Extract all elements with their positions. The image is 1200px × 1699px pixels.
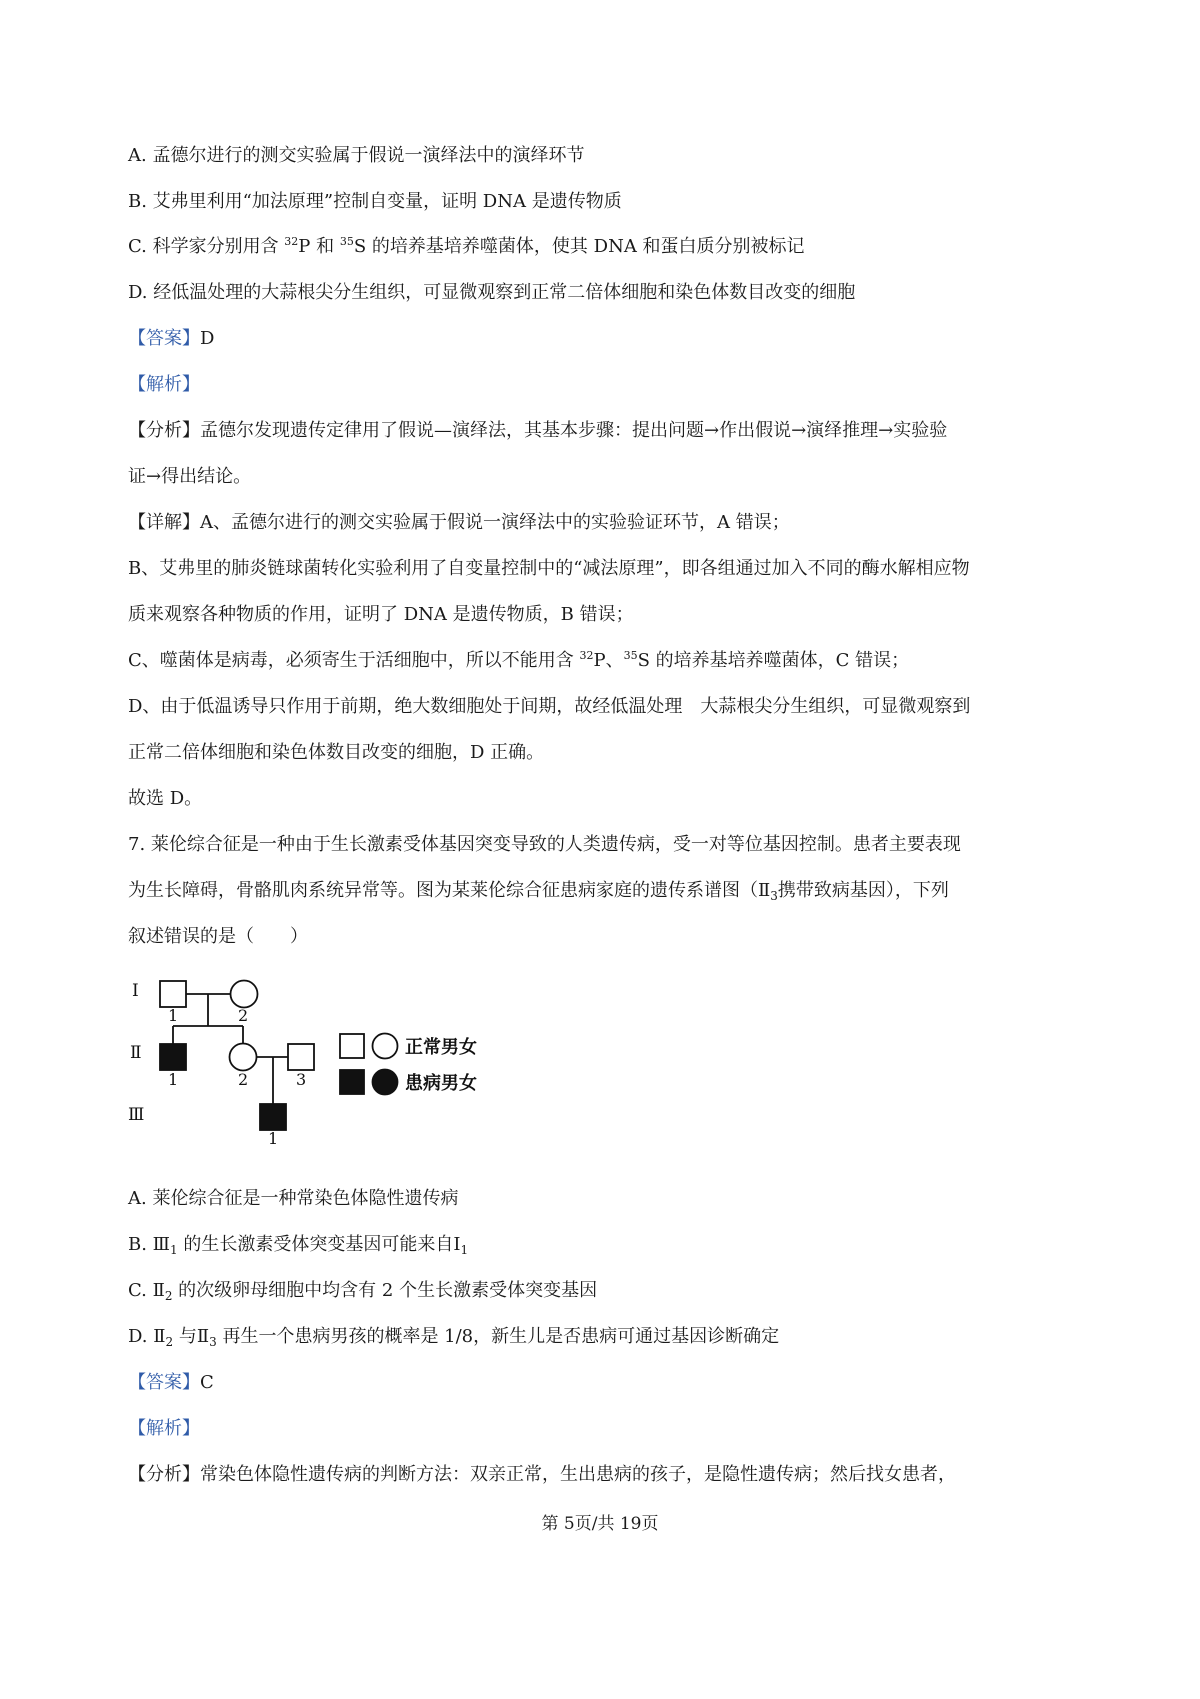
label-iii1: 1 [268, 1129, 279, 1146]
q7-stem-line2: 为生长障碍，骨骼肌肉系统异常等。图为某莱伦综合征患病家庭的遗传系谱图（$Ⅱ_3$携带致病基因），下列 [128, 880, 949, 903]
pedigree-diagram [118, 966, 548, 1146]
q6-analysis-tag: 【解析】 [128, 374, 200, 395]
q7-analysis-tag: 【解析】 [128, 1418, 200, 1439]
male-affected-iii1 [260, 1104, 286, 1130]
generation-label-2: Ⅱ [130, 1043, 142, 1063]
q6-detail-b1: B、艾弗里的肺炎链球菌转化实验利用了自变量控制中的“减法原理”，即各组通过加入不同的酶水解相应物 [128, 558, 970, 579]
male-normal-ii3 [288, 1044, 314, 1070]
female-normal-i2 [231, 981, 258, 1008]
page-footer: 第 5页/共 19页 [541, 1514, 659, 1534]
label-ii2: 2 [238, 1070, 249, 1089]
q7-option-c: C. $Ⅱ_2$ 的次级卵母细胞中均含有 2 个生长激素受体突变基因 [128, 1280, 598, 1303]
legend-normal-label: 正常男女 [405, 1037, 477, 1058]
q6-option-c: C. 科学家分别用含 $^{32}$P 和 $^{35}$S 的培养基培养噬菌体，使其 DNA 和蛋白质分别被标记 [128, 235, 805, 257]
label-i2: 2 [238, 1006, 249, 1025]
q6-detail-d1: D、由于低温诱导只作用于前期，绝大数细胞处于间期，故经低温处理 大蒜根尖分生组织，可显微观察到 [128, 696, 971, 717]
q6-answer: 【答案】D [128, 328, 215, 349]
q6-conclusion: 故选 D。 [128, 788, 203, 809]
legend-affected-male [340, 1070, 364, 1094]
label-ii3: 3 [296, 1070, 307, 1089]
q7-answer: 【答案】C [128, 1372, 214, 1393]
q7-option-a: A. 莱伦综合征是一种常染色体隐性遗传病 [128, 1188, 459, 1209]
q6-detail-b2: 质来观察各种物质的作用，证明了 DNA 是遗传物质，B 错误； [128, 604, 634, 625]
legend-affected-label: 患病男女 [405, 1073, 477, 1094]
label-i1: 1 [168, 1006, 179, 1025]
q6-fenxi-line1: 【分析】孟德尔发现遗传定律用了假说—演绎法，其基本步骤：提出问题→作出假说→演绎推理→实验验 [128, 420, 948, 441]
legend-normal-female [373, 1034, 398, 1059]
q6-option-b: B. 艾弗里利用“加法原理”控制自变量，证明 DNA 是遗传物质 [128, 191, 622, 212]
answer-tag: 【答案】 [128, 328, 200, 349]
q7-option-d: D. $Ⅱ_2$ 与$Ⅱ_3$ 再生一个患病男孩的概率是 1/8，新生儿是否患病可通过基因诊断确定 [128, 1326, 780, 1349]
q7-stem-line3: 叙述错误的是（ ） [128, 926, 308, 947]
q6-detail-a: 【详解】A、孟德尔进行的测交实验属于假说一演绎法中的实验验证环节，A 错误； [128, 512, 790, 533]
q6-fenxi-line2: 证→得出结论。 [128, 466, 252, 487]
q7-option-b: B. $Ⅲ_1$ 的生长激素受体突变基因可能来自$Ⅰ_1$ [128, 1234, 469, 1257]
legend-normal-male [340, 1034, 364, 1058]
q6-option-a: A. 孟德尔进行的测交实验属于假说一演绎法中的演绎环节 [128, 145, 585, 166]
q6-detail-d2: 正常二倍体细胞和染色体数目改变的细胞，D 正确。 [128, 742, 545, 763]
legend-affected-female [373, 1070, 398, 1095]
label-ii1: 1 [168, 1070, 179, 1089]
generation-label-1: Ⅰ [132, 981, 139, 1001]
female-normal-ii2 [230, 1044, 257, 1071]
q6-detail-c: C、噬菌体是病毒，必须寄生于活细胞中，所以不能用含 $^{32}$P、$^{35}$S 的培养基培养噬菌体，C 错误； [128, 649, 910, 671]
generation-label-3: Ⅲ [128, 1105, 145, 1125]
q7-fenxi: 【分析】常染色体隐性遗传病的判断方法：双亲正常，生出患病的孩子，是隐性遗传病；然后找女患者， [128, 1464, 956, 1485]
male-affected-ii1 [160, 1044, 186, 1070]
male-normal-i1 [160, 981, 186, 1007]
q7-stem-line1: 7. 莱伦综合征是一种由于生长激素受体基因突变导致的人类遗传病，受一对等位基因控制。患者主要表现 [128, 834, 961, 855]
answer-tag: 【答案】 [128, 1372, 200, 1393]
q6-option-d: D. 经低温处理的大蒜根尖分生组织，可显微观察到正常二倍体细胞和染色体数目改变的细胞 [128, 282, 856, 303]
